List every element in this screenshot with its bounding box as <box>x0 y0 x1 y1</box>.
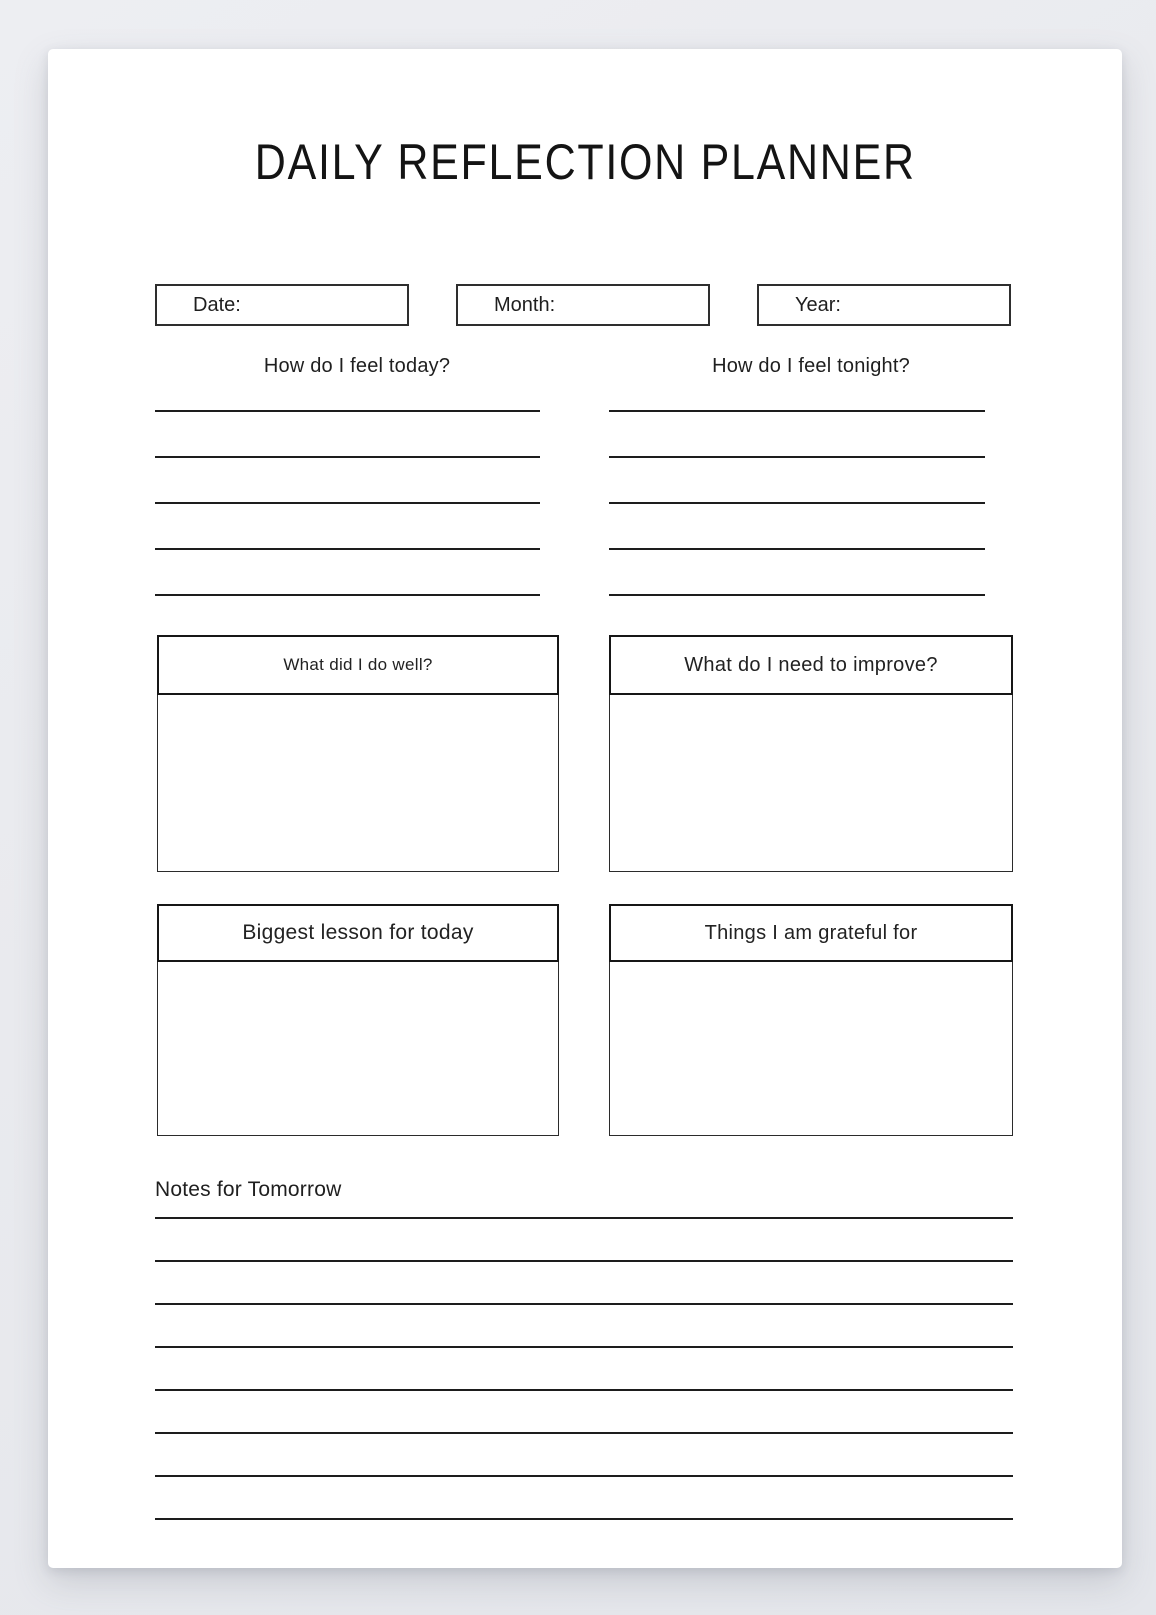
ruled-line[interactable] <box>155 412 540 458</box>
panel-did-well-writing-area[interactable] <box>157 695 559 872</box>
panel-grateful-writing-area[interactable] <box>609 962 1013 1136</box>
month-label: Month: <box>494 293 556 316</box>
date-row <box>155 284 1011 326</box>
ruled-line[interactable] <box>155 504 540 550</box>
panel-grateful-heading: Things I am grateful for <box>704 921 918 944</box>
ruled-line[interactable] <box>609 550 985 596</box>
ruled-line[interactable] <box>609 504 985 550</box>
panel-biggest-lesson-header <box>157 904 559 962</box>
panel-did-well-header <box>157 635 559 695</box>
month-field[interactable] <box>456 284 710 326</box>
date-input[interactable] <box>241 286 407 324</box>
ruled-line[interactable] <box>155 1434 1013 1477</box>
panel-biggest-lesson <box>157 904 559 1136</box>
ruled-line[interactable] <box>155 1203 1013 1219</box>
ruled-line[interactable] <box>155 1219 1013 1262</box>
notes-heading: Notes for Tomorrow <box>155 1178 342 1201</box>
ruled-line[interactable] <box>155 1305 1013 1348</box>
ruled-line[interactable] <box>155 1391 1013 1434</box>
ruled-line[interactable] <box>155 550 540 596</box>
panel-improve-writing-area[interactable] <box>609 695 1013 872</box>
year-input[interactable] <box>841 286 1009 324</box>
date-field[interactable] <box>155 284 409 326</box>
panel-improve-heading: What do I need to improve? <box>684 653 938 676</box>
feel-today-section <box>155 355 559 596</box>
month-input[interactable] <box>555 286 708 324</box>
panel-grateful <box>609 904 1013 1136</box>
panel-improve <box>609 635 1013 872</box>
panel-did-well-heading: What did I do well? <box>283 655 433 674</box>
feel-tonight-lines <box>609 377 1013 596</box>
panel-biggest-lesson-heading: Biggest lesson for today <box>242 921 474 944</box>
notes-section <box>155 1177 1013 1520</box>
year-label: Year: <box>795 293 841 316</box>
ruled-line[interactable] <box>155 1348 1013 1391</box>
ruled-line[interactable] <box>609 412 985 458</box>
notes-lines <box>155 1203 1013 1520</box>
feel-tonight-section <box>609 355 1013 596</box>
year-field[interactable] <box>757 284 1011 326</box>
page-title: DAILY REFLECTION PLANNER <box>254 134 916 190</box>
panel-did-well <box>157 635 559 872</box>
ruled-line[interactable] <box>155 458 540 504</box>
planner-page <box>48 49 1122 1568</box>
feel-today-lines <box>155 377 559 596</box>
feel-today-heading: How do I feel today? <box>263 355 451 377</box>
date-label: Date: <box>193 293 241 316</box>
ruled-line[interactable] <box>155 1262 1013 1305</box>
feel-tonight-heading: How do I feel tonight? <box>712 355 910 377</box>
panel-improve-header <box>609 635 1013 695</box>
panel-biggest-lesson-writing-area[interactable] <box>157 962 559 1136</box>
ruled-line[interactable] <box>609 458 985 504</box>
ruled-line[interactable] <box>155 1477 1013 1520</box>
ruled-line[interactable] <box>155 377 540 412</box>
panel-grateful-header <box>609 904 1013 962</box>
ruled-line[interactable] <box>609 377 985 412</box>
